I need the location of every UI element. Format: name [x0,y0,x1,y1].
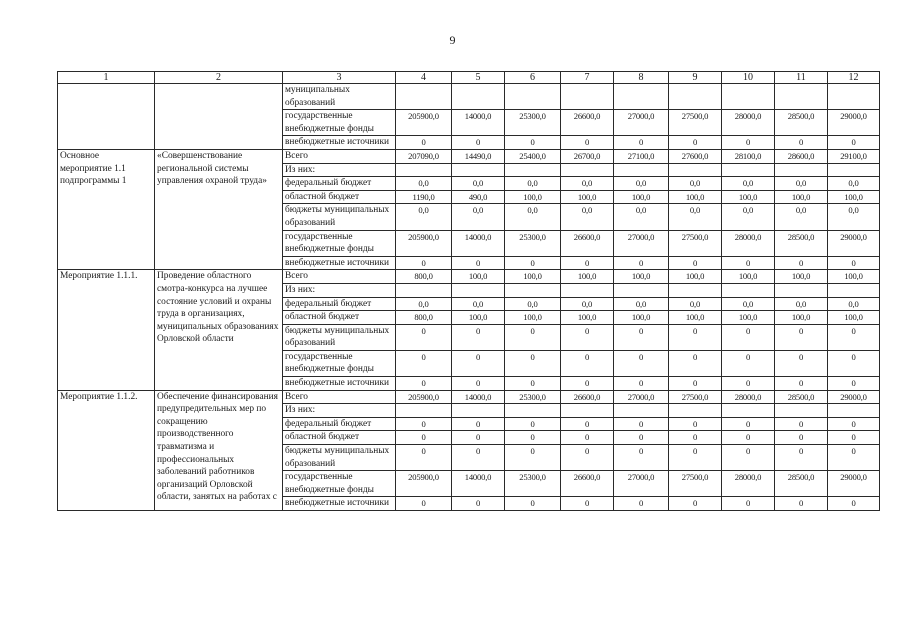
value-cell: 0 [775,256,828,270]
value-cell: 0 [396,350,452,376]
budget-table [57,71,880,511]
funding-source-cell: внебюджетные источники [283,497,396,511]
value-cell: 0,0 [722,297,775,311]
value-cell: 0,0 [669,177,722,191]
value-cell: 0,0 [561,297,614,311]
value-cell: 0,0 [669,204,722,230]
value-cell: 28100,0 [722,149,775,163]
funding-source-cell: Из них: [283,404,396,418]
continuation-name-cell [58,84,155,150]
value-cell: 0,0 [775,297,828,311]
value-cell [828,84,880,110]
table-row [58,270,880,284]
value-cell: 0 [775,417,828,431]
value-cell: 25300,0 [505,471,561,497]
value-cell: 100,0 [775,311,828,325]
column-header-5: 5 [452,72,505,84]
value-cell: 26600,0 [561,230,614,256]
funding-source-cell: Всего [283,270,396,284]
value-cell: 0 [614,497,669,511]
funding-source-cell: внебюджетные источники [283,377,396,391]
value-cell: 26600,0 [561,110,614,136]
value-cell: 100,0 [505,311,561,325]
value-cell: 0 [669,445,722,471]
value-cell: 100,0 [561,270,614,284]
value-cell: 27600,0 [669,149,722,163]
activity-title-cell: «Совершенствование региональной системы управления охраной труда» [155,149,283,269]
value-cell: 0 [505,324,561,350]
value-cell: 100,0 [452,270,505,284]
value-cell: 0 [561,377,614,391]
value-cell: 0 [669,136,722,150]
value-cell: 0,0 [669,297,722,311]
column-header-6: 6 [505,72,561,84]
value-cell: 0 [614,431,669,445]
value-cell: 28500,0 [775,390,828,404]
value-cell: 0 [775,497,828,511]
value-cell: 100,0 [722,311,775,325]
value-cell: 0,0 [505,177,561,191]
value-cell: 0 [828,377,880,391]
value-cell: 27500,0 [669,390,722,404]
value-cell [561,84,614,110]
value-cell [669,404,722,418]
value-cell: 0 [669,324,722,350]
value-cell [505,283,561,297]
value-cell: 0,0 [505,204,561,230]
value-cell: 0 [396,377,452,391]
funding-source-cell: Из них: [283,283,396,297]
value-cell: 0 [775,431,828,445]
value-cell [775,404,828,418]
value-cell: 0 [775,136,828,150]
value-cell [561,283,614,297]
column-header-10: 10 [722,72,775,84]
value-cell: 0,0 [828,177,880,191]
value-cell: 0,0 [775,177,828,191]
value-cell: 0 [614,256,669,270]
value-cell [396,84,452,110]
value-cell: 100,0 [722,190,775,204]
value-cell: 0 [722,324,775,350]
value-cell [505,163,561,177]
value-cell: 0,0 [396,297,452,311]
value-cell: 0 [669,256,722,270]
activity-name-cell: Мероприятие 1.1.1. [58,270,155,390]
value-cell [561,163,614,177]
value-cell: 28000,0 [722,230,775,256]
value-cell: 0 [722,497,775,511]
value-cell [775,84,828,110]
value-cell: 0 [722,350,775,376]
value-cell [614,163,669,177]
value-cell: 100,0 [505,270,561,284]
value-cell: 27500,0 [669,230,722,256]
value-cell [669,84,722,110]
value-cell: 25300,0 [505,390,561,404]
value-cell: 0 [396,431,452,445]
funding-source-cell: государственные внебюджетные фонды [283,350,396,376]
value-cell: 0,0 [614,297,669,311]
value-cell: 0,0 [828,204,880,230]
value-cell: 0 [722,256,775,270]
column-header-1: 1 [58,72,155,84]
page-number: 9 [449,33,456,47]
table-row [58,84,880,110]
value-cell: 100,0 [669,190,722,204]
value-cell: 0,0 [396,204,452,230]
value-cell: 0 [452,417,505,431]
value-cell: 1190,0 [396,190,452,204]
value-cell [775,283,828,297]
column-header-3: 3 [283,72,396,84]
value-cell: 0,0 [828,297,880,311]
value-cell: 800,0 [396,270,452,284]
value-cell: 14000,0 [452,110,505,136]
value-cell: 0,0 [614,177,669,191]
value-cell: 26600,0 [561,471,614,497]
value-cell [396,404,452,418]
value-cell: 100,0 [722,270,775,284]
value-cell: 27100,0 [614,149,669,163]
column-header-8: 8 [614,72,669,84]
value-cell: 0 [722,417,775,431]
funding-source-cell: областной бюджет [283,311,396,325]
value-cell: 100,0 [669,311,722,325]
value-cell: 0 [614,136,669,150]
value-cell: 0,0 [775,204,828,230]
value-cell: 0 [452,445,505,471]
value-cell: 0 [561,417,614,431]
value-cell [396,163,452,177]
value-cell: 0 [614,445,669,471]
value-cell [669,283,722,297]
value-cell: 205900,0 [396,471,452,497]
value-cell: 29000,0 [828,471,880,497]
funding-source-cell: Из них: [283,163,396,177]
funding-source-cell: государственные внебюджетные фонды [283,110,396,136]
value-cell [828,163,880,177]
value-cell: 100,0 [828,190,880,204]
funding-source-cell: Всего [283,390,396,404]
value-cell: 100,0 [775,270,828,284]
value-cell: 0 [614,417,669,431]
value-cell: 14000,0 [452,390,505,404]
value-cell: 0 [614,324,669,350]
value-cell: 0 [452,324,505,350]
funding-source-cell: муниципальных образований [283,84,396,110]
value-cell: 0,0 [561,204,614,230]
column-header-2: 2 [155,72,283,84]
value-cell: 0 [452,497,505,511]
value-cell: 0 [828,256,880,270]
value-cell: 100,0 [669,270,722,284]
value-cell: 14000,0 [452,230,505,256]
value-cell: 0 [614,350,669,376]
funding-source-cell: федеральный бюджет [283,297,396,311]
value-cell [722,163,775,177]
value-cell: 207090,0 [396,149,452,163]
value-cell: 100,0 [614,270,669,284]
value-cell: 29000,0 [828,230,880,256]
value-cell: 0 [828,445,880,471]
funding-source-cell: областной бюджет [283,431,396,445]
value-cell: 0 [828,417,880,431]
value-cell: 28500,0 [775,471,828,497]
value-cell: 0,0 [614,204,669,230]
value-cell: 0 [452,431,505,445]
value-cell: 0 [505,497,561,511]
activity-name-cell: Мероприятие 1.1.2. [58,390,155,510]
value-cell [614,283,669,297]
funding-source-cell: государственные внебюджетные фонды [283,230,396,256]
value-cell: 14000,0 [452,471,505,497]
value-cell: 26700,0 [561,149,614,163]
value-cell [452,283,505,297]
value-cell: 0 [828,431,880,445]
value-cell: 25300,0 [505,230,561,256]
value-cell: 0,0 [452,204,505,230]
value-cell: 0 [828,324,880,350]
value-cell: 27500,0 [669,110,722,136]
value-cell: 0 [775,445,828,471]
value-cell: 27000,0 [614,110,669,136]
value-cell [505,84,561,110]
table-header-row [58,72,880,84]
value-cell: 27000,0 [614,230,669,256]
value-cell: 100,0 [614,190,669,204]
value-cell [396,283,452,297]
value-cell: 28000,0 [722,390,775,404]
value-cell: 28000,0 [722,110,775,136]
value-cell: 25300,0 [505,110,561,136]
value-cell: 0 [561,497,614,511]
value-cell: 0 [505,417,561,431]
value-cell: 0 [452,377,505,391]
value-cell: 0 [396,417,452,431]
value-cell [722,84,775,110]
value-cell: 0,0 [396,177,452,191]
activity-title-cell: Обеспечение финансирования предупредительных мер по сокращению производственного травматизма и профессиональных заболеваний работников организаций Орловской области, занятых на работах с [155,390,283,510]
value-cell: 0 [452,350,505,376]
funding-source-cell: областной бюджет [283,190,396,204]
value-cell [669,163,722,177]
value-cell: 0 [775,324,828,350]
value-cell: 0 [561,256,614,270]
value-cell: 0,0 [722,177,775,191]
value-cell: 28000,0 [722,471,775,497]
value-cell: 0 [505,136,561,150]
table-row [58,149,880,163]
value-cell: 0 [561,445,614,471]
value-cell: 0 [722,431,775,445]
value-cell: 14490,0 [452,149,505,163]
value-cell: 0 [669,350,722,376]
value-cell: 27000,0 [614,390,669,404]
value-cell: 0 [669,431,722,445]
value-cell: 0 [505,431,561,445]
funding-source-cell: внебюджетные источники [283,136,396,150]
value-cell: 28600,0 [775,149,828,163]
value-cell: 0 [505,256,561,270]
activity-title-cell: Проведение областного смотра-конкурса на лучшее состояние условий и охраны труда в организациях, муниципальных образованиях Орловской области [155,270,283,390]
value-cell: 0 [396,256,452,270]
value-cell: 0 [396,445,452,471]
value-cell: 0 [561,136,614,150]
value-cell: 0,0 [452,297,505,311]
value-cell: 100,0 [452,311,505,325]
value-cell [828,404,880,418]
value-cell [722,283,775,297]
value-cell: 100,0 [561,311,614,325]
column-header-7: 7 [561,72,614,84]
value-cell: 0,0 [722,204,775,230]
value-cell: 100,0 [828,270,880,284]
value-cell: 27000,0 [614,471,669,497]
value-cell: 0 [452,136,505,150]
value-cell: 0 [669,417,722,431]
value-cell: 0 [396,136,452,150]
value-cell: 0 [828,136,880,150]
value-cell: 29000,0 [828,390,880,404]
value-cell: 205900,0 [396,110,452,136]
value-cell [452,163,505,177]
value-cell: 0 [669,497,722,511]
column-header-4: 4 [396,72,452,84]
value-cell [614,84,669,110]
value-cell: 0 [396,324,452,350]
value-cell: 0 [452,256,505,270]
value-cell: 490,0 [452,190,505,204]
value-cell [775,163,828,177]
value-cell: 29100,0 [828,149,880,163]
funding-source-cell: бюджеты муниципальных образований [283,204,396,230]
value-cell: 0 [669,377,722,391]
value-cell: 0 [775,377,828,391]
funding-source-cell: федеральный бюджет [283,177,396,191]
value-cell: 0 [722,136,775,150]
value-cell: 205900,0 [396,230,452,256]
activity-name-cell: Основное мероприятие 1.1 подпрограммы 1 [58,149,155,269]
continuation-title-cell [155,84,283,150]
value-cell: 100,0 [561,190,614,204]
value-cell: 100,0 [775,190,828,204]
value-cell: 0,0 [561,177,614,191]
funding-source-cell: федеральный бюджет [283,417,396,431]
value-cell: 205900,0 [396,390,452,404]
value-cell: 28500,0 [775,230,828,256]
value-cell: 26600,0 [561,390,614,404]
value-cell: 0 [505,350,561,376]
value-cell [828,283,880,297]
value-cell: 28500,0 [775,110,828,136]
table-row [58,390,880,404]
value-cell [561,404,614,418]
value-cell: 800,0 [396,311,452,325]
value-cell: 0 [396,497,452,511]
value-cell: 0 [561,350,614,376]
value-cell: 0,0 [452,177,505,191]
funding-source-cell: бюджеты муниципальных образований [283,324,396,350]
value-cell [452,84,505,110]
value-cell: 0 [828,497,880,511]
value-cell: 29000,0 [828,110,880,136]
value-cell: 100,0 [828,311,880,325]
value-cell [614,404,669,418]
value-cell: 0,0 [505,297,561,311]
value-cell: 0 [561,324,614,350]
column-header-11: 11 [775,72,828,84]
value-cell [722,404,775,418]
column-header-9: 9 [669,72,722,84]
value-cell [452,404,505,418]
value-cell [505,404,561,418]
value-cell: 0 [775,350,828,376]
value-cell: 0 [828,350,880,376]
value-cell: 100,0 [505,190,561,204]
value-cell: 0 [505,445,561,471]
value-cell: 0 [505,377,561,391]
funding-source-cell: Всего [283,149,396,163]
column-header-12: 12 [828,72,880,84]
value-cell: 0 [561,431,614,445]
value-cell: 100,0 [614,311,669,325]
funding-source-cell: внебюджетные источники [283,256,396,270]
value-cell: 0 [722,377,775,391]
funding-source-cell: бюджеты муниципальных образований [283,445,396,471]
value-cell: 0 [614,377,669,391]
value-cell: 25400,0 [505,149,561,163]
funding-source-cell: государственные внебюджетные фонды [283,471,396,497]
value-cell: 0 [722,445,775,471]
value-cell: 27500,0 [669,471,722,497]
